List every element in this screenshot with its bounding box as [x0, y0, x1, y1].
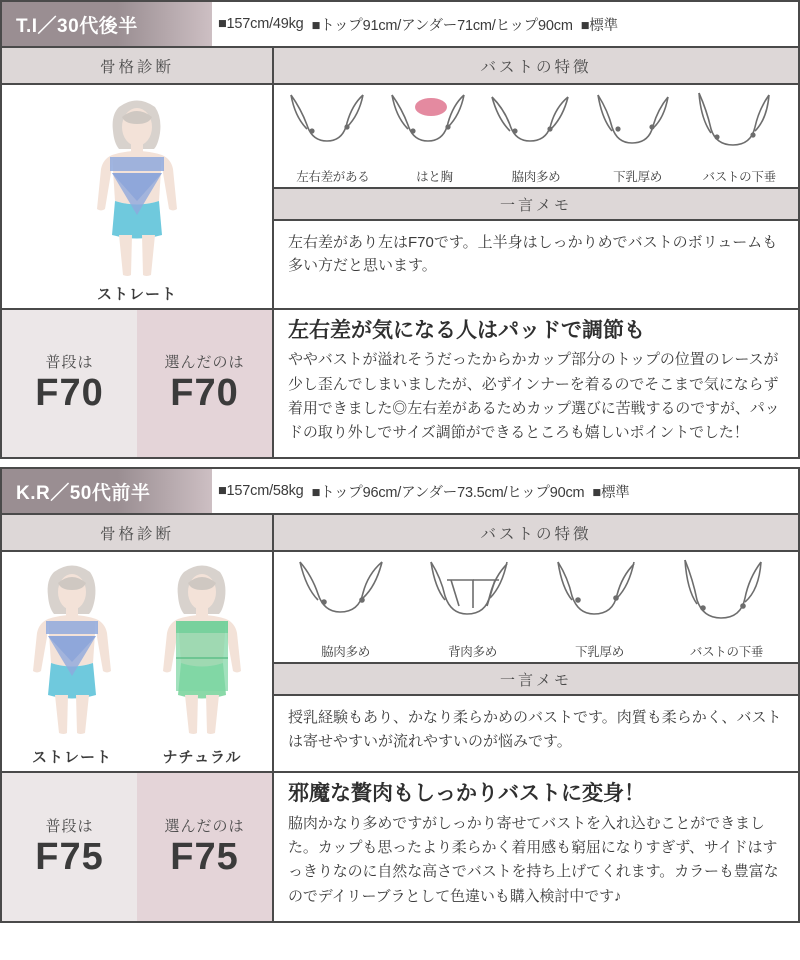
chosen-cup-box — [137, 310, 272, 457]
reviewer-name: T.I／30代後半 — [2, 2, 212, 46]
comment-text: 脇肉かなり多めですがしっかり寄せてバストを入れ込むことができました。カップも思ったより柔らかく着用感も窮屈になりすぎず、サイドはすっきりなのに自然な高さでバストを持ち上げてくれます。カラーも豊富なのでデイリーブラとして色違いも購入検討中です♪ — [288, 814, 779, 905]
breast-feature — [423, 558, 523, 660]
cup-size-panel — [2, 310, 274, 457]
breast-icon-pigeon — [386, 91, 482, 165]
chosen-cup-label: 選んだのは — [164, 354, 245, 372]
column-headers — [2, 46, 798, 83]
comment-panel — [274, 310, 798, 457]
comment-title: 邪魔な贅肉もしっかりバストに変身！ — [288, 782, 645, 806]
reviewer-specs — [212, 469, 798, 513]
chosen-cup-box — [137, 773, 272, 920]
breast-feature-caption: バストの下垂 — [689, 645, 764, 660]
comment-row — [2, 771, 798, 920]
body-figure-natural — [142, 558, 262, 744]
skeleton-label: ナチュラル — [162, 749, 242, 767]
comment-title: 左右差が気になる人はパッドで調節も — [288, 319, 645, 342]
breast-feature — [486, 91, 586, 185]
body-figure-straight — [62, 91, 212, 281]
header-bust-features: バストの特徴 — [274, 48, 798, 83]
breast-feature — [296, 558, 396, 660]
figure-item — [62, 91, 212, 308]
breast-feature-caption: 左右差がある — [296, 170, 370, 184]
usual-cup-box — [2, 310, 137, 457]
spec-measurements: ■トップ96cm/アンダー73.5cm/ヒップ90cm — [311, 484, 585, 501]
body-figure-straight — [12, 558, 132, 744]
usual-cup-value: F75 — [35, 835, 104, 878]
breast-feature — [677, 558, 777, 660]
body-row — [2, 83, 798, 308]
breast-icon-lower-thick — [590, 91, 686, 165]
breast-feature — [588, 91, 688, 185]
memo-header: 一言メモ — [274, 662, 798, 694]
usual-cup-value: F70 — [35, 372, 104, 415]
header-skeleton: 骨格診断 — [2, 515, 274, 550]
skeleton-label: ストレート — [31, 749, 112, 767]
breast-icon-sagging — [675, 558, 779, 640]
breast-icon-sagging — [691, 91, 787, 165]
breast-icon-side-fat — [294, 558, 398, 640]
skeleton-label: ストレート — [96, 286, 177, 303]
breast-feature — [283, 91, 383, 185]
skeleton-column — [2, 552, 274, 771]
bust-column — [274, 85, 798, 308]
breast-feature-caption: バストの下垂 — [702, 170, 776, 184]
card-header — [2, 469, 798, 513]
spec-build: ■標準 — [592, 484, 630, 501]
breast-feature-caption: はと胸 — [416, 170, 453, 184]
breast-feature — [689, 91, 789, 185]
comment-panel — [274, 773, 798, 920]
breast-feature — [384, 91, 484, 185]
card-header — [2, 2, 798, 46]
breast-feature-strip — [274, 552, 798, 662]
figure-group — [12, 558, 262, 771]
review-card-1 — [0, 0, 800, 459]
column-headers — [2, 513, 798, 550]
memo-text: 授乳経験もあり、かなり柔らかめのバストです。肉質も柔らかく、バストは寄せやすいが流れやすいのが悩みです。 — [274, 694, 798, 771]
breast-feature-caption: 背肉多め — [448, 645, 497, 660]
breast-icon-side-fat — [488, 91, 584, 165]
breast-feature-caption: 下乳厚め — [575, 645, 624, 660]
comment-text: ややバストが溢れそうだったからかカップ部分のトップの位置のレースが少し歪んでしまいましたが、必ずインナーを着るのでそこまで気にならず着用できました◎左右差があるためカップ選びに苦戦するのですが、パッドの取り外しでサイズ調節ができるところも嬉しいポイントでした！ — [288, 351, 780, 442]
skeleton-column — [2, 85, 274, 308]
breast-icon-lower-thick — [548, 558, 652, 640]
usual-cup-label: 普段は — [45, 354, 94, 372]
breast-feature — [550, 558, 650, 660]
breast-feature-caption: 脇肉多め — [321, 645, 370, 660]
figure-group — [62, 91, 212, 308]
usual-cup-box — [2, 773, 137, 920]
chosen-cup-value: F75 — [170, 835, 239, 878]
body-row — [2, 550, 798, 771]
cup-size-panel — [2, 773, 274, 920]
comment-row — [2, 308, 798, 457]
breast-icon-back-fat — [421, 558, 525, 640]
header-skeleton: 骨格診断 — [2, 48, 274, 83]
figure-item — [12, 558, 132, 771]
header-bust-features: バストの特徴 — [274, 515, 798, 550]
figure-item — [142, 558, 262, 771]
review-card-2 — [0, 467, 800, 922]
breast-feature-strip — [274, 85, 798, 187]
spec-body: ■157cm/58kg — [218, 483, 304, 500]
usual-cup-label: 普段は — [45, 817, 94, 835]
reviewer-name: K.R／50代前半 — [2, 469, 212, 513]
chosen-cup-label: 選んだのは — [164, 817, 245, 835]
bust-column — [274, 552, 798, 771]
spec-body: ■157cm/49kg — [218, 16, 304, 32]
memo-header: 一言メモ — [274, 187, 798, 219]
chosen-cup-value: F70 — [170, 372, 239, 415]
memo-text: 左右差があり左はF70です。上半身はしっかりめでバストのボリュームも多い方だと思います。 — [274, 219, 798, 308]
breast-icon-asymmetry — [285, 91, 381, 165]
spec-measurements: ■トップ91cm/アンダー71cm/ヒップ90cm — [311, 17, 573, 34]
spec-build: ■標準 — [580, 17, 618, 34]
reviewer-specs — [212, 2, 798, 46]
breast-feature-caption: 脇肉多め — [511, 170, 561, 184]
breast-feature-caption: 下乳厚め — [613, 170, 662, 184]
